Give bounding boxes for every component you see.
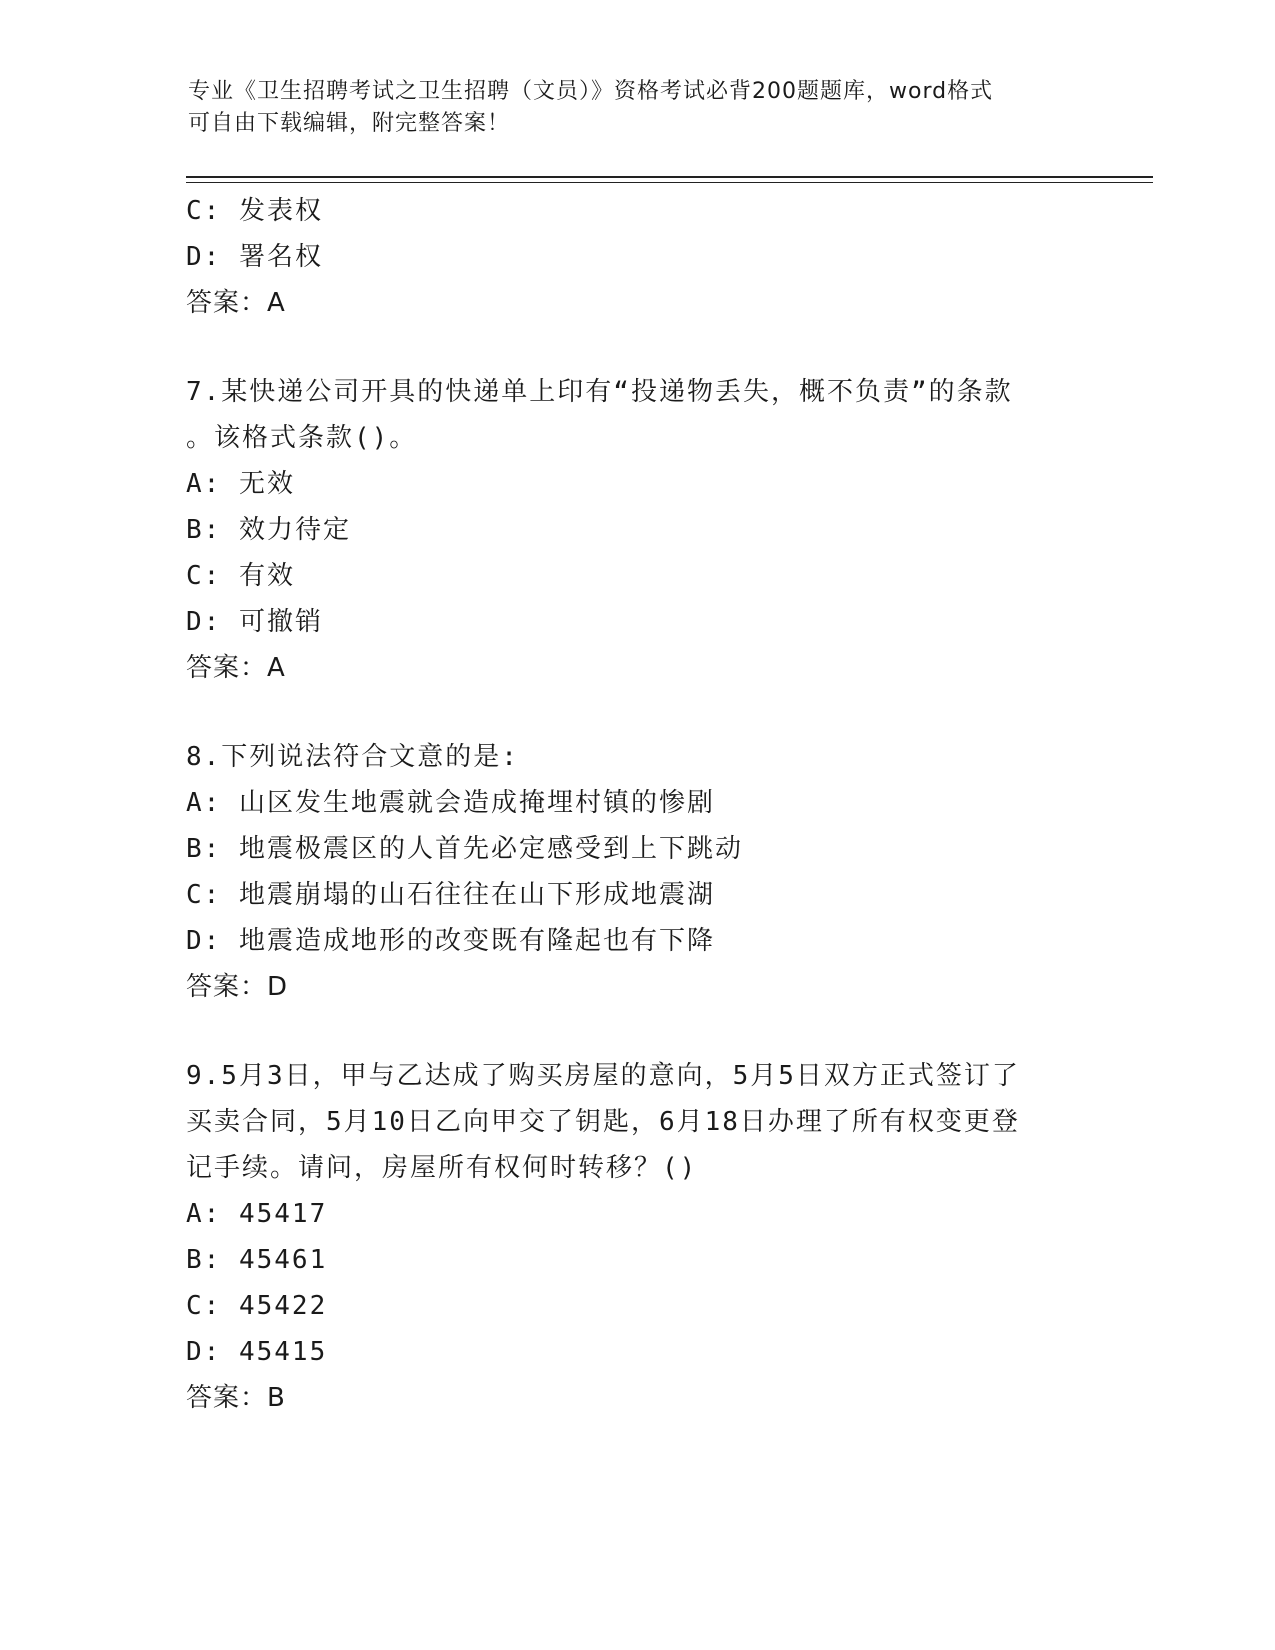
document-body xyxy=(186,188,1086,1421)
header-title-line-2: 可自由下载编辑，附完整答案！ xyxy=(188,111,511,136)
q8-option-d: D: 地震造成地形的改变既有隆起也有下降 xyxy=(186,926,715,956)
q8-answer: 答案：D xyxy=(186,972,289,1002)
header-divider-thick xyxy=(186,176,1153,178)
q8-option-c: C: 地震崩塌的山石往往在山下形成地震湖 xyxy=(186,880,715,910)
q7-option-d: D: 可撤销 xyxy=(186,607,323,637)
q9-stem-line-1: 9.5月3日，甲与乙达成了购买房屋的意向，5月5日双方正式签订了 xyxy=(186,1061,1020,1091)
q7-stem-line-2: 。该格式条款()。 xyxy=(186,423,418,453)
spacer xyxy=(186,691,1086,734)
q7-option-c: C: 有效 xyxy=(186,561,295,591)
spacer xyxy=(186,1010,1086,1053)
q9-stem-line-2: 买卖合同，5月10日乙向甲交了钥匙，6月18日办理了所有权变更登 xyxy=(186,1107,1020,1137)
question-9 xyxy=(186,1053,1086,1421)
q7-answer: 答案：A xyxy=(186,653,286,683)
q9-option-a: A: 45417 xyxy=(186,1199,328,1229)
spacer xyxy=(186,326,1086,369)
q9-answer: 答案：B xyxy=(186,1383,286,1413)
q7-stem-line-1: 7.某快递公司开具的快递单上印有“投递物丢失，概不负责”的条款 xyxy=(186,377,1013,407)
q9-option-d: D: 45415 xyxy=(186,1337,328,1367)
q8-option-b: B: 地震极震区的人首先必定感受到上下跳动 xyxy=(186,834,743,864)
q6-answer: 答案：A xyxy=(186,288,286,318)
q6-option-c: C: 发表权 xyxy=(186,196,323,226)
q9-option-c: C: 45422 xyxy=(186,1291,328,1321)
question-6-continued xyxy=(186,188,1086,326)
q8-option-a: A: 山区发生地震就会造成掩埋村镇的惨剧 xyxy=(186,788,715,818)
header-title-line-1: 专业《卫生招聘考试之卫生招聘（文员）》资格考试必背200题题库，word格式 xyxy=(188,79,994,104)
document-header xyxy=(188,76,1088,140)
question-7 xyxy=(186,369,1086,691)
question-8 xyxy=(186,734,1086,1010)
header-divider-thin xyxy=(186,182,1153,183)
q9-option-b: B: 45461 xyxy=(186,1245,328,1275)
q9-stem-line-3: 记手续。请问，房屋所有权何时转移？() xyxy=(186,1153,698,1183)
q6-option-d: D: 署名权 xyxy=(186,242,323,272)
q7-option-a: A: 无效 xyxy=(186,469,295,499)
q8-stem-line-1: 8.下列说法符合文意的是: xyxy=(186,742,519,772)
q7-option-b: B: 效力待定 xyxy=(186,515,351,545)
